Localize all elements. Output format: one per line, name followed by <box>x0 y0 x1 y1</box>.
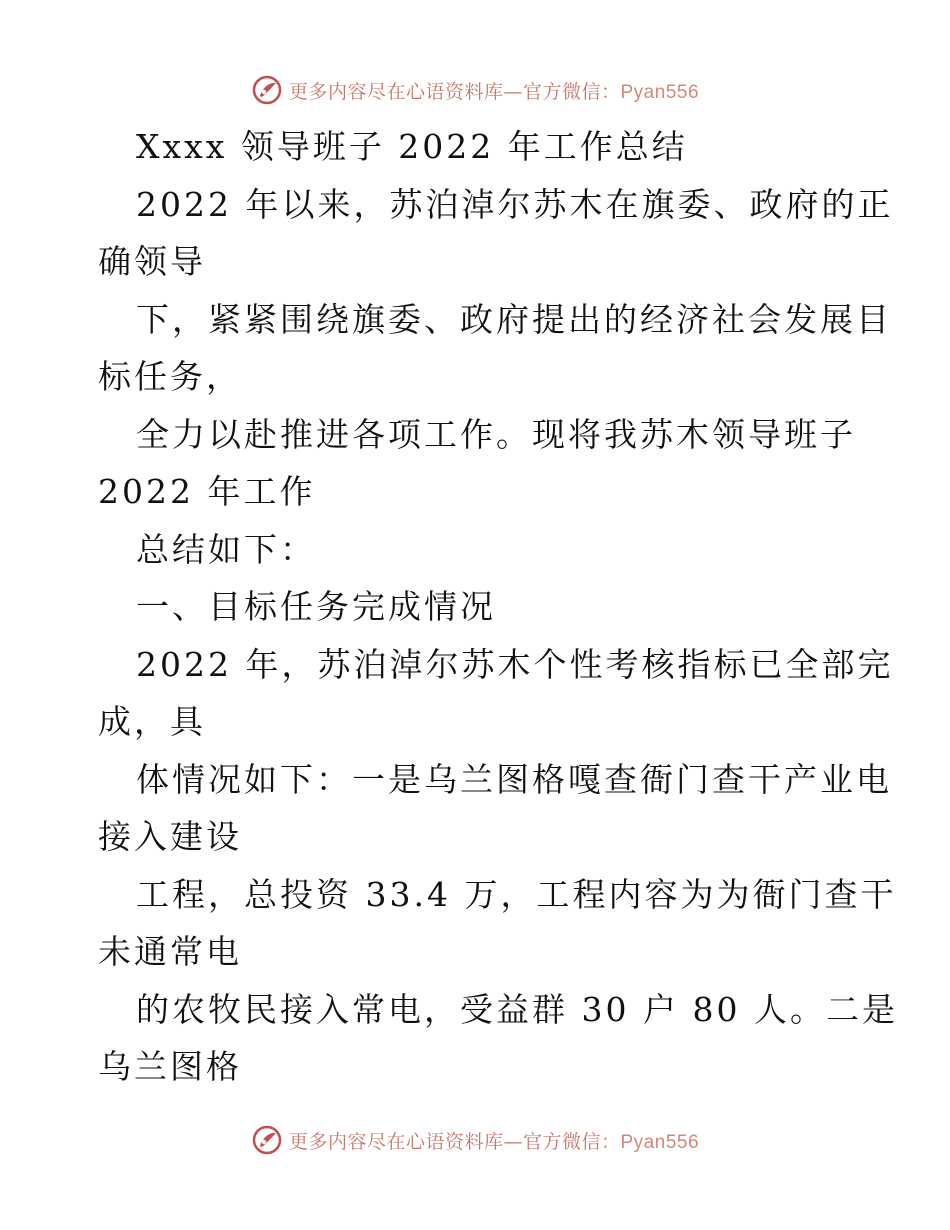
text-line: 全力以赴推进各项工作。现将我苏木领导班子 <box>136 414 856 454</box>
brand-logo-icon <box>251 74 283 106</box>
document-body <box>98 118 898 1096</box>
text-line: 体情况如下：一是乌兰图格嘎查衙门查干产业电 <box>136 759 892 799</box>
text-line: 未通常电 <box>98 932 242 971</box>
wechat-id: Pyan556 <box>620 1131 700 1153</box>
text-line: 乌兰图格 <box>98 1047 242 1086</box>
text-line: 接入建设 <box>98 817 242 856</box>
header-watermark-banner <box>0 68 950 112</box>
text-line: 的农牧民接入常电，受益群 30 户 80 人。二是 <box>136 989 898 1029</box>
brand-logo-icon <box>251 1124 283 1156</box>
text-line: 下，紧紧围绕旗委、政府提出的经济社会发展目 <box>136 299 892 339</box>
text-line: 2022 年，苏泊淖尔苏木个性考核指标已全部完 <box>136 644 894 684</box>
banner-text: 更多内容尽在心语资料库—官方微信：Pyan556 <box>288 1130 700 1153</box>
text-line: 2022 年以来，苏泊淖尔苏木在旗委、政府的正 <box>136 184 894 224</box>
section-heading: 一、目标任务完成情况 <box>136 587 496 626</box>
text-line: 标任务， <box>98 357 242 396</box>
wechat-id: Pyan556 <box>620 81 700 103</box>
text-line: 总结如下： <box>136 529 316 569</box>
text-line: 确领导 <box>98 242 206 281</box>
text-line: 成，具 <box>98 702 206 741</box>
footer-watermark-banner <box>0 1118 950 1162</box>
document-title: Xxxx 领导班子 2022 年工作总结 <box>136 127 688 166</box>
text-line: 工程，总投资 33.4 万，工程内容为为衙门查干 <box>136 874 897 914</box>
banner-text: 更多内容尽在心语资料库—官方微信：Pyan556 <box>288 80 700 103</box>
text-line: 2022 年工作 <box>98 472 316 511</box>
